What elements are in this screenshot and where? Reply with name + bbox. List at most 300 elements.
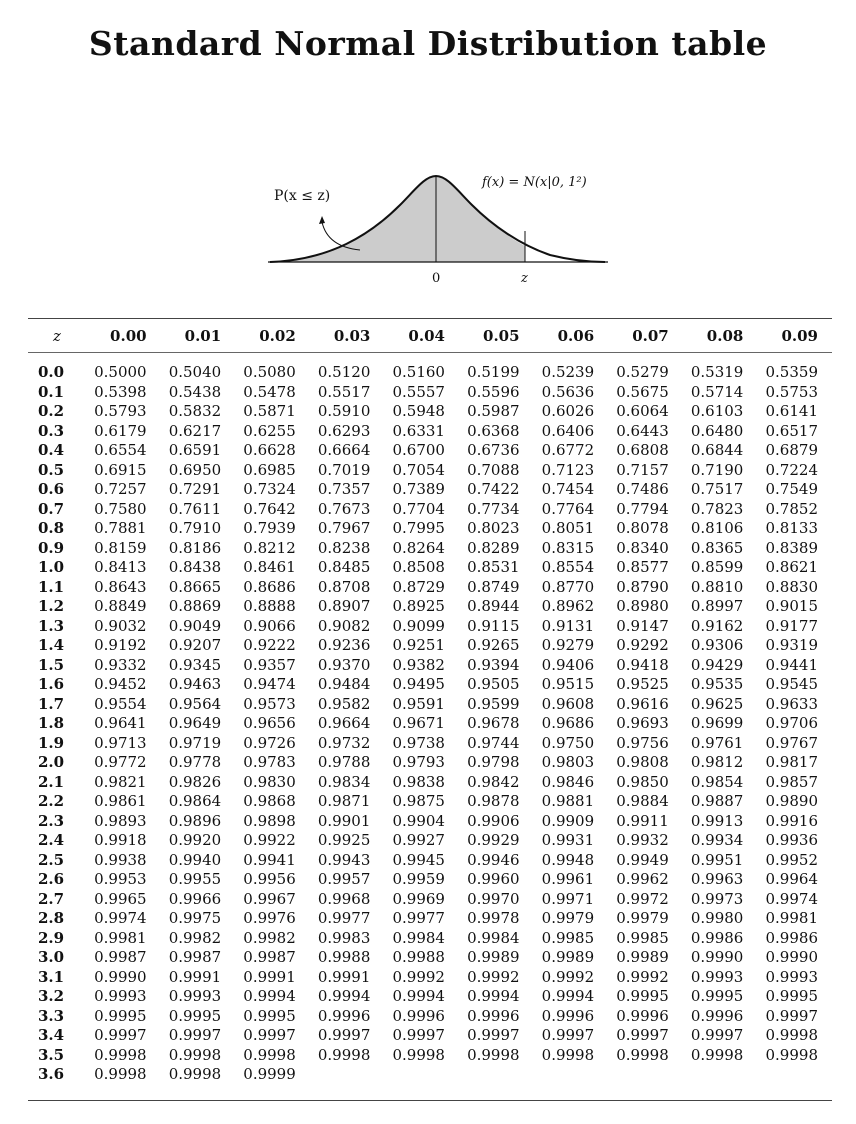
probability-cell	[683, 1065, 758, 1085]
probability-cell: 0.9987	[94, 948, 147, 966]
table-row	[28, 656, 832, 676]
probability-cell: 0.6628	[243, 441, 296, 459]
header-cell: 0.09	[781, 327, 818, 345]
probability-cell: 0.6255	[243, 421, 296, 440]
table-row	[28, 480, 832, 500]
probability-cell: 0.9015	[765, 597, 818, 615]
table-row	[28, 753, 832, 773]
probability-cell: 0.9099	[392, 616, 445, 635]
probability-cell: 0.8997	[690, 597, 744, 615]
probability-cell: 0.9945	[392, 850, 445, 869]
table-row	[28, 1065, 832, 1085]
z-value-cell: 2.6	[38, 870, 65, 888]
probability-cell: 0.9940	[168, 850, 222, 869]
probability-cell: 0.7157	[616, 460, 669, 479]
probability-cell: 0.9706	[765, 714, 818, 732]
probability-cell: 0.7852	[765, 499, 818, 518]
probability-cell: 0.9633	[765, 694, 818, 713]
table-row	[28, 363, 832, 383]
probability-cell: 0.9319	[765, 636, 818, 654]
probability-cell: 0.9826	[168, 772, 222, 791]
probability-cell: 0.9995	[168, 1006, 222, 1025]
probability-cell: 0.9998	[765, 1045, 818, 1064]
probability-cell: 0.9953	[94, 870, 147, 888]
probability-cell: 0.9591	[392, 694, 445, 713]
probability-cell: 0.5478	[243, 382, 296, 401]
probability-cell: 0.9686	[541, 714, 595, 732]
probability-cell: 0.8531	[467, 558, 520, 576]
probability-cell: 0.9162	[690, 616, 744, 635]
probability-cell: 0.9994	[541, 987, 595, 1005]
z-value-cell: 0.1	[38, 382, 65, 401]
probability-cell: 0.9993	[690, 967, 744, 986]
probability-cell: 0.5832	[168, 402, 222, 420]
probability-cell: 0.8485	[317, 558, 371, 576]
normal-curve-svg	[260, 160, 620, 290]
probability-cell: 0.9956	[243, 870, 296, 888]
probability-cell: 0.6591	[168, 441, 222, 459]
probability-cell: 0.9965	[94, 889, 147, 908]
probability-cell: 0.9582	[317, 694, 371, 713]
probability-cell: 0.9994	[317, 987, 371, 1005]
probability-cell: 0.6554	[94, 441, 147, 459]
probability-cell: 0.9406	[541, 655, 595, 674]
probability-cell: 0.6915	[94, 460, 147, 479]
probability-cell: 0.8790	[616, 577, 669, 596]
z-value-cell: 0.5	[38, 460, 65, 479]
probability-cell: 0.9911	[616, 811, 669, 830]
probability-cell: 0.6736	[467, 441, 520, 459]
probability-cell: 0.9896	[168, 811, 222, 830]
probability-cell: 0.9608	[541, 694, 595, 713]
probability-cell: 0.8186	[168, 538, 222, 557]
probability-cell: 0.9988	[317, 948, 371, 966]
probability-cell: 0.9857	[765, 772, 818, 791]
probability-cell: 0.9999	[243, 1065, 296, 1083]
zero-label: 0	[432, 271, 441, 286]
header-cell: 0.08	[706, 327, 744, 345]
probability-cell: 0.8340	[616, 538, 669, 557]
probability-cell: 0.9495	[392, 675, 445, 693]
probability-cell: 0.8023	[467, 519, 520, 537]
probability-cell: 0.8577	[616, 558, 669, 576]
z-value-cell: 3.5	[38, 1045, 65, 1064]
probability-cell: 0.9554	[94, 694, 147, 713]
probability-cell: 0.9418	[616, 655, 669, 674]
probability-cell: 0.9906	[467, 811, 520, 830]
z-value-cell: 2.3	[38, 811, 65, 830]
probability-cell: 0.7967	[317, 519, 371, 537]
probability-cell: 0.9998	[94, 1065, 147, 1083]
probability-cell: 0.9878	[467, 792, 520, 810]
probability-cell: 0.8413	[94, 558, 147, 576]
table-row	[28, 734, 832, 754]
probability-cell: 0.9778	[168, 753, 222, 771]
probability-cell: 0.9986	[765, 928, 818, 947]
probability-cell: 0.6664	[317, 441, 371, 459]
func-label: f(x) = N(x|0, 1²)	[482, 175, 587, 190]
probability-cell: 0.7611	[168, 499, 222, 518]
probability-cell: 0.9693	[616, 714, 669, 732]
header-cell: 0.06	[557, 327, 595, 345]
table-header	[28, 322, 832, 350]
probability-cell	[757, 1065, 832, 1085]
probability-cell: 0.9649	[168, 714, 222, 732]
probability-cell: 0.8729	[392, 577, 445, 596]
probability-cell: 0.9976	[243, 909, 296, 927]
probability-cell: 0.9972	[616, 889, 669, 908]
z-value-cell: 1.7	[38, 694, 65, 713]
probability-cell: 0.9664	[317, 714, 371, 732]
probability-cell: 0.8621	[765, 558, 818, 576]
probability-cell: 0.8159	[94, 538, 147, 557]
table-row	[28, 519, 832, 539]
probability-cell: 0.7190	[690, 460, 744, 479]
z-value-cell: 3.1	[38, 967, 65, 986]
probability-cell: 0.9049	[168, 616, 222, 635]
probability-cell: 0.9147	[616, 616, 669, 635]
probability-cell: 0.8315	[541, 538, 595, 557]
z-value-cell: 1.9	[38, 733, 65, 752]
probability-cell: 0.9929	[467, 831, 520, 849]
table-row	[28, 851, 832, 871]
table-bottom-rule	[28, 1100, 832, 1101]
probability-cell: 0.9968	[317, 889, 371, 908]
probability-cell: 0.9997	[690, 1026, 744, 1044]
probability-cell: 0.9997	[94, 1026, 147, 1044]
probability-cell: 0.8643	[94, 577, 147, 596]
probability-cell: 0.9115	[467, 616, 520, 635]
probability-cell: 0.8554	[541, 558, 595, 576]
probability-cell: 0.9993	[168, 987, 222, 1005]
probability-cell: 0.9699	[690, 714, 744, 732]
probability-cell: 0.9904	[392, 811, 445, 830]
header-cell: 0.02	[259, 327, 296, 345]
probability-cell: 0.5000	[94, 363, 147, 381]
page-title: Standard Normal Distribution table	[88, 24, 768, 63]
z-value-cell: 1.8	[38, 714, 65, 732]
probability-cell: 0.9946	[467, 850, 520, 869]
probability-cell: 0.9909	[541, 811, 595, 830]
probability-cell: 0.9977	[392, 909, 445, 927]
probability-cell: 0.9463	[168, 675, 222, 693]
probability-cell: 0.9934	[690, 831, 744, 849]
probability-cell: 0.9222	[243, 636, 296, 654]
probability-cell: 0.9887	[690, 792, 744, 810]
probability-cell: 0.6179	[94, 421, 147, 440]
header-cell: 0.04	[408, 327, 445, 345]
probability-cell	[459, 1065, 534, 1085]
probability-cell: 0.6217	[168, 421, 222, 440]
probability-cell: 0.9922	[243, 831, 296, 849]
probability-cell: 0.9978	[467, 909, 520, 927]
probability-cell: 0.7549	[765, 480, 818, 498]
z-value-cell: 0.7	[38, 499, 65, 518]
probability-cell: 0.9989	[467, 948, 520, 966]
probability-cell: 0.9875	[392, 792, 445, 810]
probability-cell: 0.9332	[94, 655, 147, 674]
probability-cell: 0.9995	[690, 987, 744, 1005]
probability-cell: 0.9927	[392, 831, 445, 849]
probability-cell: 0.9974	[94, 909, 147, 927]
probability-cell: 0.6517	[765, 421, 818, 440]
table-row	[28, 1007, 832, 1027]
table-row	[28, 1026, 832, 1046]
z-value-cell: 0.9	[38, 538, 65, 557]
probability-cell: 0.6808	[616, 441, 669, 459]
probability-cell: 0.7939	[243, 519, 296, 537]
probability-cell: 0.9987	[168, 948, 222, 966]
probability-cell: 0.8907	[317, 597, 371, 615]
probability-cell: 0.9961	[541, 870, 595, 888]
probability-cell: 0.9918	[94, 831, 147, 849]
probability-cell: 0.8365	[690, 538, 744, 557]
probability-cell: 0.8830	[765, 577, 818, 596]
probability-cell: 0.9474	[243, 675, 296, 693]
probability-cell: 0.6064	[616, 402, 669, 420]
header-cell: 0.00	[110, 327, 147, 345]
probability-cell: 0.9960	[467, 870, 520, 888]
probability-cell: 0.5987	[467, 402, 520, 420]
probability-cell: 0.5948	[392, 402, 445, 420]
probability-cell: 0.9394	[467, 655, 520, 674]
probability-cell: 0.9251	[392, 636, 445, 654]
z-table-body	[28, 363, 832, 1085]
probability-cell: 0.9990	[94, 967, 147, 986]
table-header-rule	[28, 352, 832, 353]
z-value-cell: 1.1	[38, 577, 65, 596]
probability-cell: 0.7734	[467, 499, 520, 518]
probability-cell: 0.9970	[467, 889, 520, 908]
probability-cell: 0.9975	[168, 909, 222, 927]
probability-cell: 0.9082	[317, 616, 371, 635]
probability-cell: 0.9982	[168, 928, 222, 947]
probability-cell: 0.9901	[317, 811, 371, 830]
z-value-cell: 1.4	[38, 636, 65, 654]
probability-cell: 0.8925	[392, 597, 445, 615]
probability-cell: 0.9756	[616, 733, 669, 752]
probability-cell: 0.9989	[616, 948, 669, 966]
probability-cell: 0.9998	[168, 1045, 222, 1064]
probability-cell: 0.9772	[94, 753, 147, 771]
probability-cell: 0.9861	[94, 792, 147, 810]
table-row	[28, 558, 832, 578]
probability-cell	[608, 1065, 683, 1085]
probability-cell: 0.9998	[392, 1045, 445, 1064]
table-row	[28, 909, 832, 929]
probability-cell: 0.9979	[541, 909, 595, 927]
probability-cell: 0.9868	[243, 792, 296, 810]
probability-cell: 0.9357	[243, 655, 296, 674]
probability-cell: 0.9656	[243, 714, 296, 732]
probability-cell: 0.9641	[94, 714, 147, 732]
probability-cell: 0.9984	[467, 928, 520, 947]
z-value-cell: 2.1	[38, 772, 65, 791]
probability-cell: 0.9515	[541, 675, 595, 693]
probability-cell: 0.9984	[392, 928, 445, 947]
probability-cell	[534, 1065, 609, 1085]
probability-cell: 0.5199	[467, 363, 520, 381]
probability-cell: 0.9452	[94, 675, 147, 693]
probability-cell: 0.8133	[765, 519, 818, 537]
probability-cell: 0.9066	[243, 616, 296, 635]
probability-cell: 0.9995	[94, 1006, 147, 1025]
probability-cell: 0.9962	[616, 870, 669, 888]
probability-cell: 0.9525	[616, 675, 669, 693]
table-top-rule	[28, 318, 832, 319]
probability-cell: 0.6368	[467, 421, 520, 440]
probability-cell: 0.9992	[392, 967, 445, 986]
probability-cell: 0.5398	[94, 382, 147, 401]
probability-cell: 0.9936	[765, 831, 818, 849]
probability-cell: 0.9932	[616, 831, 669, 849]
table-row	[28, 539, 832, 559]
z-value-cell: 2.0	[38, 753, 65, 771]
probability-cell: 0.5596	[467, 382, 520, 401]
probability-cell: 0.9998	[94, 1045, 147, 1064]
probability-cell: 0.9893	[94, 811, 147, 830]
probability-cell: 0.9032	[94, 616, 147, 635]
probability-cell: 0.8980	[616, 597, 669, 615]
probability-cell: 0.9890	[765, 792, 818, 810]
probability-cell: 0.9996	[541, 1006, 595, 1025]
probability-cell: 0.9980	[690, 909, 744, 927]
probability-cell: 0.5040	[168, 363, 222, 381]
probability-cell: 0.9898	[243, 811, 296, 830]
header-cell: 0.03	[333, 327, 371, 345]
probability-cell: 0.9991	[317, 967, 371, 986]
probability-cell: 0.9977	[317, 909, 371, 927]
probability-cell: 0.9345	[168, 655, 222, 674]
table-row	[28, 929, 832, 949]
probability-cell: 0.9236	[317, 636, 371, 654]
probability-cell: 0.9599	[467, 694, 520, 713]
z-value-cell: 0.8	[38, 519, 65, 537]
probability-cell: 0.6879	[765, 441, 818, 459]
probability-cell: 0.9279	[541, 636, 595, 654]
probability-cell: 0.9969	[392, 889, 445, 908]
probability-cell: 0.9382	[392, 655, 445, 674]
probability-cell: 0.9966	[168, 889, 222, 908]
probability-cell: 0.9974	[765, 889, 818, 908]
z-value-cell: 1.3	[38, 616, 65, 635]
probability-cell: 0.9998	[765, 1026, 818, 1044]
probability-cell: 0.5160	[392, 363, 445, 381]
probability-cell: 0.8438	[168, 558, 222, 576]
probability-cell: 0.7389	[392, 480, 445, 498]
probability-cell: 0.5438	[168, 382, 222, 401]
probability-cell: 0.5557	[392, 382, 445, 401]
probability-cell: 0.9967	[243, 889, 296, 908]
probability-cell: 0.9871	[317, 792, 371, 810]
probability-cell: 0.8810	[690, 577, 744, 596]
table-row	[28, 617, 832, 637]
probability-cell: 0.9842	[467, 772, 520, 791]
probability-cell: 0.9788	[317, 753, 371, 771]
probability-cell: 0.9306	[690, 636, 744, 654]
probability-cell: 0.6103	[690, 402, 744, 420]
z-value-cell: 2.5	[38, 850, 65, 869]
probability-cell: 0.9798	[467, 753, 520, 771]
probability-cell: 0.6844	[690, 441, 744, 459]
probability-cell	[384, 1065, 459, 1085]
probability-cell: 0.8212	[243, 538, 296, 557]
probability-cell: 0.7995	[392, 519, 445, 537]
probability-cell: 0.9292	[616, 636, 669, 654]
probability-cell: 0.7486	[616, 480, 669, 498]
probability-cell: 0.9957	[317, 870, 371, 888]
probability-cell: 0.7054	[392, 460, 445, 479]
probability-cell: 0.9943	[317, 850, 371, 869]
probability-cell: 0.5239	[541, 363, 595, 381]
probability-cell: 0.6772	[541, 441, 595, 459]
probability-cell: 0.9973	[690, 889, 744, 908]
probability-cell: 0.8106	[690, 519, 744, 537]
probability-cell: 0.9738	[392, 733, 445, 752]
probability-cell: 0.9948	[541, 850, 595, 869]
probability-cell: 0.9671	[392, 714, 445, 732]
header-cell: 0.01	[184, 327, 222, 345]
probability-cell: 0.9920	[168, 831, 222, 849]
probability-cell: 0.9997	[392, 1026, 445, 1044]
probability-cell: 0.9997	[467, 1026, 520, 1044]
probability-cell: 0.9983	[317, 928, 371, 947]
table-row	[28, 675, 832, 695]
probability-cell: 0.9985	[616, 928, 669, 947]
probability-cell: 0.9994	[243, 987, 296, 1005]
z-value-cell: 0.0	[38, 363, 65, 381]
probability-cell: 0.7823	[690, 499, 744, 518]
probability-cell: 0.9996	[317, 1006, 371, 1025]
probability-cell: 0.6985	[243, 460, 296, 479]
probability-cell: 0.5319	[690, 363, 744, 381]
arrow-head-icon	[319, 216, 325, 224]
probability-cell: 0.9993	[765, 967, 818, 986]
probability-cell: 0.9484	[317, 675, 371, 693]
probability-cell: 0.9938	[94, 850, 147, 869]
z-value-cell: 2.2	[38, 792, 65, 810]
probability-cell: 0.5636	[541, 382, 595, 401]
probability-cell: 0.9925	[317, 831, 371, 849]
probability-cell: 0.5517	[317, 382, 371, 401]
probability-cell: 0.6293	[317, 421, 371, 440]
probability-cell: 0.9573	[243, 694, 296, 713]
probability-cell: 0.6406	[541, 421, 595, 440]
probability-cell: 0.9131	[541, 616, 595, 635]
probability-cell: 0.8461	[243, 558, 296, 576]
probability-cell: 0.9992	[467, 967, 520, 986]
z-label: z	[521, 271, 528, 286]
probability-cell: 0.9505	[467, 675, 520, 693]
probability-cell: 0.8944	[467, 597, 520, 615]
probability-cell: 0.9989	[541, 948, 595, 966]
z-value-cell: 3.0	[38, 948, 65, 966]
probability-cell: 0.9997	[765, 1006, 818, 1025]
probability-cell: 0.9995	[616, 987, 669, 1005]
probability-cell: 0.9994	[392, 987, 445, 1005]
z-value-cell: 2.4	[38, 831, 65, 849]
probability-cell: 0.9981	[765, 909, 818, 927]
probability-cell: 0.9850	[616, 772, 669, 791]
probability-cell: 0.9992	[541, 967, 595, 986]
probability-cell	[310, 1065, 385, 1085]
probability-cell: 0.9990	[690, 948, 744, 966]
probability-cell: 0.9678	[467, 714, 520, 732]
table-row	[28, 500, 832, 520]
probability-cell: 0.9793	[392, 753, 445, 771]
probability-cell: 0.9997	[243, 1026, 296, 1044]
z-value-cell: 0.2	[38, 402, 65, 420]
